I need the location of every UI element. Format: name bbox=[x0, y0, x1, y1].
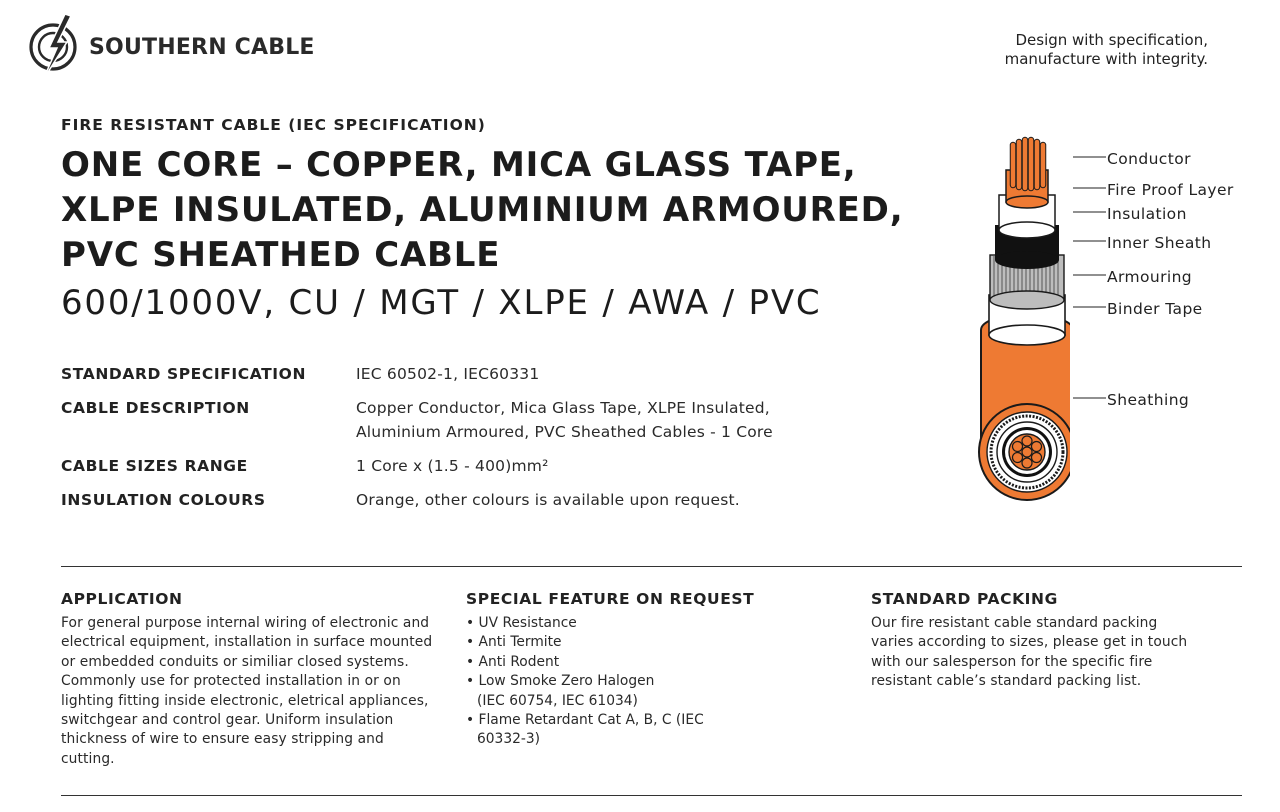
list-item: • Anti Rodent bbox=[466, 653, 560, 670]
spec-row-standard bbox=[61, 362, 921, 386]
brand-logo bbox=[27, 14, 315, 80]
callout-armouring: Armouring bbox=[1107, 268, 1193, 286]
product-title bbox=[61, 143, 903, 278]
brand-name: SOUTHERN CABLE bbox=[89, 34, 315, 60]
callout-lines bbox=[1070, 150, 1110, 410]
spec-row-description bbox=[61, 396, 921, 444]
spec-value bbox=[356, 454, 548, 478]
application-heading: APPLICATION bbox=[61, 590, 183, 608]
callout-inner-sheath: Inner Sheath bbox=[1107, 234, 1212, 252]
callout-binder-tape: Binder Tape bbox=[1107, 300, 1203, 318]
product-title-line-3: PVC SHEATHED CABLE bbox=[61, 235, 501, 275]
conductor-strands bbox=[1013, 140, 1043, 188]
spec-value-line: Copper Conductor, Mica Glass Tape, XLPE Insulated, bbox=[356, 399, 770, 417]
cable-cross-section-diagram bbox=[960, 130, 1070, 505]
spec-table bbox=[61, 362, 921, 522]
spec-label: STANDARD SPECIFICATION bbox=[61, 365, 307, 383]
callout-conductor: Conductor bbox=[1107, 150, 1191, 168]
tagline-line-2: manufacture with integrity. bbox=[1004, 50, 1208, 68]
product-title-line-2: XLPE INSULATED, ALUMINIUM ARMOURED, bbox=[61, 190, 904, 230]
product-category: FIRE RESISTANT CABLE (IEC SPECIFICATION) bbox=[61, 116, 486, 134]
tagline bbox=[1005, 31, 1208, 69]
spec-value bbox=[356, 396, 773, 444]
product-code: 600/1000V, CU / MGT / XLPE / AWA / PVC bbox=[61, 283, 822, 323]
spec-row-sizes bbox=[61, 454, 921, 478]
application-text: For general purpose internal wiring of electronic and electrical equipment, installation in surface mounted or embedded conduits or similiar closed systems. Commonly use for protected installation in or on lighting fitting inside electronic, eletrical appliances, switchgear and control gear. Uniform insulation thickness of wire to ensure easy stripping and cutting. bbox=[61, 615, 433, 767]
packing-section bbox=[871, 590, 1201, 692]
list-item: • Low Smoke Zero Halogen (IEC 60754, IEC 61034) bbox=[466, 673, 655, 709]
spec-value-line: Aluminium Armoured, PVC Sheathed Cables - 1 Core bbox=[356, 423, 773, 441]
spec-value-line: Orange, other colours is available upon request. bbox=[356, 491, 740, 509]
spec-value bbox=[356, 488, 740, 512]
callout-sheathing: Sheathing bbox=[1107, 391, 1190, 409]
divider-top bbox=[61, 566, 1242, 567]
divider-bottom bbox=[61, 795, 1242, 796]
features-list bbox=[466, 614, 796, 750]
cable-end-face bbox=[979, 404, 1070, 500]
features-section bbox=[466, 590, 796, 750]
callout-fire-proof-layer: Fire Proof Layer bbox=[1107, 181, 1234, 199]
spec-label: CABLE SIZES RANGE bbox=[61, 457, 248, 475]
tagline-line-1: Design with specification, bbox=[1015, 31, 1208, 49]
spec-row-colours bbox=[61, 488, 921, 512]
spec-value-line: IEC 60502-1, IEC60331 bbox=[356, 365, 540, 383]
packing-heading: STANDARD PACKING bbox=[871, 590, 1058, 608]
spec-label: INSULATION COLOURS bbox=[61, 491, 266, 509]
callout-insulation: Insulation bbox=[1107, 205, 1187, 223]
spec-label: CABLE DESCRIPTION bbox=[61, 399, 250, 417]
spec-value bbox=[356, 362, 539, 386]
list-item: • UV Resistance bbox=[466, 615, 577, 631]
lightning-bolt-circle-icon bbox=[27, 14, 83, 80]
list-item: • Flame Retardant Cat A, B, C (IEC 60332-3) bbox=[466, 712, 704, 748]
packing-text: Our fire resistant cable standard packing varies according to sizes, please get in touch with our salesperson for the specific fire resistant cable’s standard packing list. bbox=[871, 615, 1188, 690]
spec-value-line: 1 Core x (1.5 - 400)mm² bbox=[356, 457, 549, 475]
product-title-line-1: ONE CORE – COPPER, MICA GLASS TAPE, bbox=[61, 145, 857, 185]
list-item: • Anti Termite bbox=[466, 634, 562, 651]
features-heading: SPECIAL FEATURE ON REQUEST bbox=[466, 590, 755, 608]
application-section bbox=[61, 590, 439, 769]
